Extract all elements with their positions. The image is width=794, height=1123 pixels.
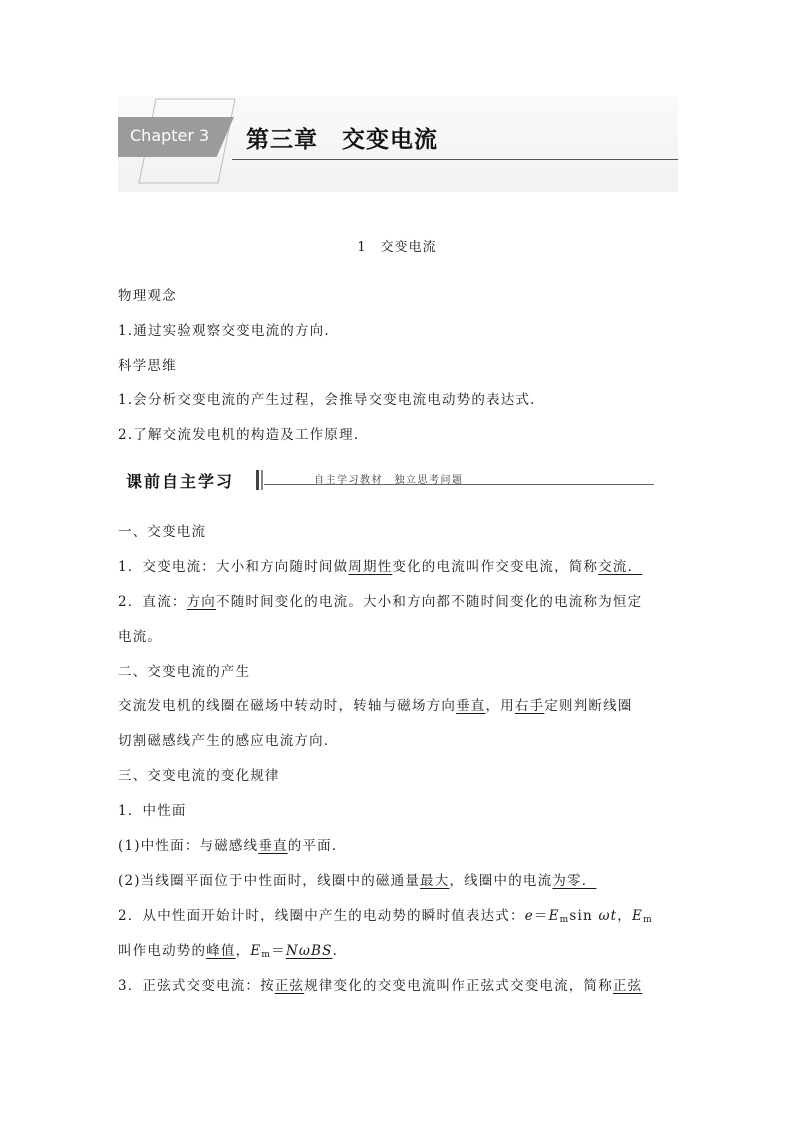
paragraph-generator [118,697,633,715]
formula-func: sin [569,908,599,924]
study-subtitle: 自主学习教材 独立思考问题 [314,475,464,486]
formula-var: E [548,908,560,924]
objective-heading-physics: 物理观念 [118,288,177,304]
objective-item: 2.了解交流发电机的构造及工作原理. [118,427,360,443]
text: . [332,943,339,959]
blank-answer: 正弦 [612,978,643,994]
formula-sub: m [559,915,570,925]
paragraph-sinusoidal [118,977,642,995]
text: 定则判断线圈 [544,698,633,714]
heading-ac-generation: 二、交变电流的产生 [118,664,251,680]
formula-op: ＝ [271,943,286,959]
paragraph-continuation: 电流。 [118,629,163,645]
study-separator [256,470,259,490]
paragraph-continuation: 切割磁感线产生的感应电流方向． [118,733,339,749]
formula-var: ωt [598,908,618,924]
subheading-neutral-plane: 1．中性面 [118,803,187,819]
paragraph-peak-value [118,942,338,964]
paragraph-definition-dc [118,593,642,611]
study-separator [261,470,263,490]
formula-sub: m [261,950,272,960]
text: 不随时间变化的电流。大小和方向都不随时间变化的电流称为恒定 [216,594,643,610]
chapter-title: 第三章 交变电流 [246,127,438,153]
paragraph-neutral-plane-definition [118,837,347,855]
section-title: 1 交变电流 [357,240,437,255]
objective-item: 1.通过实验观察交变电流的方向. [118,323,330,339]
blank-answer: 周期性 [348,559,393,575]
text: (1)中性面：与磁感线 [118,838,259,854]
text: ，线圈中的电流 [449,873,553,889]
text: ， [617,908,632,924]
text: 3．正弦式交变电流：按 [118,978,275,994]
text: 交流发电机的线圈在磁场中转动时，转轴与磁场方向 [118,698,457,714]
formula-var: E [250,943,262,959]
blank-answer: 垂直 [456,698,486,714]
blank-answer: 交流． [598,559,643,575]
blank-answer: 右手 [514,698,545,714]
blank-answer: 方向 [186,594,216,610]
objective-item: 1.会分析交变电流的产生过程，会推导交变电流电动势的表达式. [118,392,536,408]
text: 1．交变电流：大小和方向随时间做 [118,559,349,575]
text: (2)当线圈平面位于中性面时，线圈中的磁通量 [118,873,421,889]
blank-answer: 峰值 [206,943,236,959]
formula-var: e [524,908,534,924]
paragraph-definition-ac [118,558,642,576]
chapter-label: Chapter 3 [130,126,210,145]
heading-ac-variation: 三、交变电流的变化规律 [118,768,280,784]
text: 叫作电动势的 [118,943,207,959]
paragraph-neutral-plane-flux [118,872,596,890]
text: ，用 [485,698,515,714]
objective-heading-thinking: 科学思维 [118,358,177,374]
paragraph-instantaneous-emf [118,907,653,929]
blank-answer: 最大 [420,873,450,889]
blank-answer: NωBS [285,943,333,959]
text: 的平面． [287,838,347,854]
text: 2．从中性面开始计时，线圈中产生的电动势的瞬时值表达式： [118,908,525,924]
chapter-rule [232,159,678,160]
text: ， [235,943,251,959]
text: 变化的电流叫作交变电流，简称 [392,559,599,575]
text: 2．直流： [118,594,187,610]
formula-op: ＝ [533,908,549,924]
heading-ac-current: 一、交变电流 [118,524,207,540]
formula-sub: m [643,915,653,925]
text: 规律变化的交变电流叫作正弦式交变电流，简称 [304,978,613,994]
blank-answer: 正弦 [274,978,305,994]
blank-answer: 垂直 [258,838,288,854]
formula-var: E [632,908,644,924]
blank-answer: 为零． [552,873,597,889]
study-section-label: 课前自主学习 [126,472,235,491]
